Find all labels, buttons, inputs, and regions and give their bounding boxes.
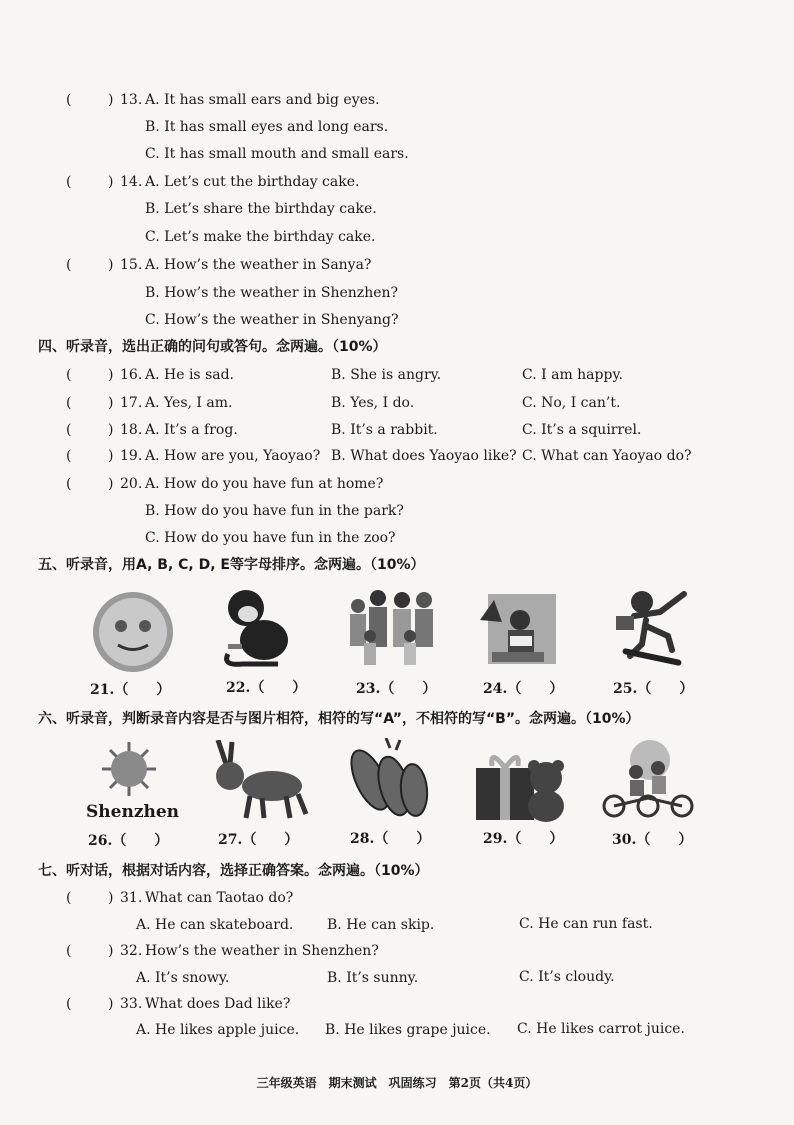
city-label: Shenzhen xyxy=(86,802,180,822)
option-a: A. It’s snowy. xyxy=(136,970,230,986)
option-a: A. He can skateboard. xyxy=(136,917,294,933)
question-number: 18. xyxy=(120,422,143,438)
answer-bracket-close: ) xyxy=(108,448,114,464)
item-28-label: 28.（ ） xyxy=(350,831,431,847)
girl-reading-icon xyxy=(480,590,560,668)
option-a: A. How’s the weather in Sanya? xyxy=(145,257,372,273)
answer-bracket-close: ) xyxy=(108,996,114,1012)
answer-bracket-open: ( xyxy=(66,943,72,959)
option-b: B. He can skip. xyxy=(327,917,435,933)
answer-bracket-open: ( xyxy=(66,890,72,906)
option-c: C. Let’s make the birthday cake. xyxy=(145,229,376,245)
sun-face-icon xyxy=(88,590,178,675)
option-c: C. It has small mouth and small ears. xyxy=(145,146,409,162)
question-number: 20. xyxy=(120,476,143,492)
option-c: C. It’s cloudy. xyxy=(519,969,615,985)
option-c: C. How’s the weather in Shenyang? xyxy=(145,312,399,328)
option-c: C. No, I can’t. xyxy=(522,395,621,411)
family-icon xyxy=(340,586,440,671)
section-6-heading: 六、听录音，判断录音内容是否与图片相符，相符的写“A”，不相符的写“B”。念两遍。（10%） xyxy=(38,711,640,727)
option-c: C. It’s a squirrel. xyxy=(522,422,642,438)
answer-bracket-close: ) xyxy=(108,890,114,906)
question-number: 31. xyxy=(120,890,143,906)
option-b: B. He likes grape juice. xyxy=(325,1022,491,1038)
item-25-label: 25.（ ） xyxy=(613,681,694,697)
answer-bracket-open: ( xyxy=(66,448,72,464)
answer-bracket-open: ( xyxy=(66,996,72,1012)
item-26-label: 26.（ ） xyxy=(88,833,169,849)
option-b: B. Yes, I do. xyxy=(331,395,415,411)
item-29-label: 29.（ ） xyxy=(483,831,564,847)
skateboard-boy-icon xyxy=(612,586,694,672)
option-b: B. Let’s share the birthday cake. xyxy=(145,201,377,217)
option-a: A. Let’s cut the birthday cake. xyxy=(145,174,360,190)
section-7-heading: 七、听对话，根据对话内容，选择正确答案。念两遍。（10%） xyxy=(38,863,429,879)
answer-bracket-close: ) xyxy=(108,174,114,190)
question-number: 14. xyxy=(120,174,143,190)
monkey-icon xyxy=(218,584,298,669)
answer-bracket-close: ) xyxy=(108,92,114,108)
option-c: C. How do you have fun in the zoo? xyxy=(145,530,396,546)
question-number: 17. xyxy=(120,395,143,411)
answer-bracket-open: ( xyxy=(66,395,72,411)
option-a: A. It has small ears and big eyes. xyxy=(145,92,380,108)
gift-bear-icon xyxy=(472,744,568,824)
answer-bracket-open: ( xyxy=(66,92,72,108)
option-a: A. He is sad. xyxy=(145,367,235,383)
question-number: 32. xyxy=(120,943,143,959)
option-a: A. It’s a frog. xyxy=(145,422,238,438)
option-b: B. It has small eyes and long ears. xyxy=(145,119,389,135)
sun-icon xyxy=(98,740,160,798)
item-27-label: 27.（ ） xyxy=(218,832,299,848)
section-5-heading: 五、听录音，用A, B, C, D, E等字母排序。念两遍。（10%） xyxy=(38,557,425,573)
option-c: C. He likes carrot juice. xyxy=(517,1021,685,1037)
answer-bracket-open: ( xyxy=(66,174,72,190)
option-a: A. Yes, I am. xyxy=(145,395,233,411)
answer-bracket-open: ( xyxy=(66,367,72,383)
question-number: 16. xyxy=(120,367,143,383)
option-b: B. How’s the weather in Shenzhen? xyxy=(145,285,399,301)
question-text: What does Dad like? xyxy=(145,996,291,1012)
option-a: A. How do you have fun at home? xyxy=(145,476,384,492)
answer-bracket-close: ) xyxy=(108,257,114,273)
answer-bracket-open: ( xyxy=(66,422,72,438)
answer-bracket-close: ) xyxy=(108,476,114,492)
question-number: 15. xyxy=(120,257,143,273)
option-c: C. I am happy. xyxy=(522,367,623,383)
donkey-icon xyxy=(210,740,310,822)
item-21-label: 21.（ ） xyxy=(90,682,171,698)
option-b: B. She is angry. xyxy=(331,367,442,383)
option-a: A. How are you, Yaoyao? xyxy=(145,448,321,464)
question-text: How’s the weather in Shenzhen? xyxy=(145,943,379,959)
item-23-label: 23.（ ） xyxy=(356,681,437,697)
answer-bracket-open: ( xyxy=(66,257,72,273)
question-text: What can Taotao do? xyxy=(145,890,294,906)
answer-bracket-close: ) xyxy=(108,395,114,411)
option-b: B. It’s sunny. xyxy=(327,970,419,986)
answer-bracket-close: ) xyxy=(108,367,114,383)
page-footer: 三年级英语 期末测试 巩固练习 第2页（共4页） xyxy=(256,1076,538,1090)
option-c: C. What can Yaoyao do? xyxy=(522,448,692,464)
question-number: 33. xyxy=(120,996,143,1012)
option-b: B. It’s a rabbit. xyxy=(331,422,438,438)
answer-bracket-close: ) xyxy=(108,422,114,438)
answer-bracket-open: ( xyxy=(66,476,72,492)
item-22-label: 22.（ ） xyxy=(226,680,307,696)
option-a: A. He likes apple juice. xyxy=(136,1022,300,1038)
item-30-label: 30.（ ） xyxy=(612,832,693,848)
answer-bracket-close: ) xyxy=(108,943,114,959)
option-b: B. What does Yaoyao like? xyxy=(331,448,517,464)
carrots-icon xyxy=(344,738,434,820)
section-4-heading: 四、听录音，选出正确的问句或答句。念两遍。（10%） xyxy=(38,339,387,355)
question-number: 13. xyxy=(120,92,143,108)
family-bike-icon xyxy=(600,738,700,820)
question-number: 19. xyxy=(120,448,143,464)
option-c: C. He can run fast. xyxy=(519,916,653,932)
option-b: B. How do you have fun in the park? xyxy=(145,503,404,519)
item-24-label: 24.（ ） xyxy=(483,681,564,697)
